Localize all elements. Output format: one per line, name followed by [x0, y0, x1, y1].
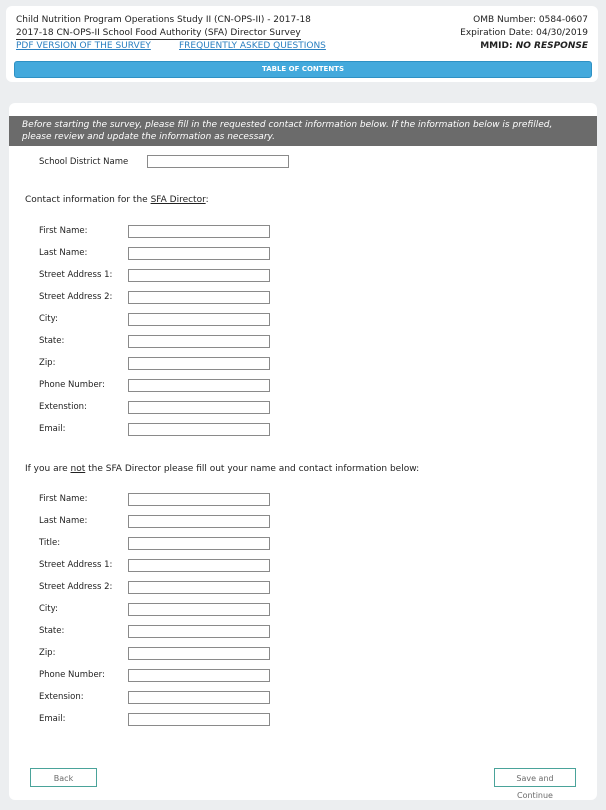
other-heading-prefix: If you are	[25, 464, 71, 474]
director-section-heading	[25, 195, 209, 205]
director-field-input[interactable]	[128, 291, 270, 304]
survey-header	[6, 6, 598, 82]
other-field-input[interactable]	[128, 603, 270, 616]
faq-link[interactable]: FREQUENTLY ASKED QUESTIONS	[179, 41, 326, 51]
director-field-input[interactable]	[128, 313, 270, 326]
other-heading-suffix: the SFA Director please fill out your name and contact information below:	[85, 464, 420, 474]
other-field-input[interactable]	[128, 493, 270, 506]
other-field-label: Street Address 2:	[39, 582, 113, 592]
director-field-input[interactable]	[128, 379, 270, 392]
director-field-input[interactable]	[128, 225, 270, 238]
pdf-version-link[interactable]: PDF VERSION OF THE SURVEY	[16, 41, 151, 51]
other-field-label: City:	[39, 604, 58, 614]
other-field-input[interactable]	[128, 537, 270, 550]
director-field-label: Phone Number:	[39, 380, 105, 390]
contact-form-panel	[9, 103, 597, 800]
not-emphasis: not	[70, 464, 86, 474]
other-field-label: State:	[39, 626, 65, 636]
director-field-label: Extenstion:	[39, 402, 87, 412]
director-heading-prefix: Contact information for the	[25, 195, 151, 205]
director-field-label: First Name:	[39, 226, 88, 236]
other-field-input[interactable]	[128, 559, 270, 572]
other-field-label: Street Address 1:	[39, 560, 113, 570]
other-field-label: Title:	[39, 538, 61, 548]
director-heading-suffix: :	[205, 195, 209, 205]
other-field-label: Last Name:	[39, 516, 88, 526]
mmid-label: MMID:	[480, 41, 513, 51]
director-field-input[interactable]	[128, 335, 270, 348]
other-field-input[interactable]	[128, 515, 270, 528]
back-button[interactable]: Back	[30, 768, 97, 787]
director-field-label: State:	[39, 336, 65, 346]
other-field-input[interactable]	[128, 691, 270, 704]
sfa-director-link[interactable]: SFA Director	[150, 195, 206, 205]
other-field-input[interactable]	[128, 713, 270, 726]
instructions-banner	[9, 116, 597, 146]
director-field-label: Last Name:	[39, 248, 88, 258]
district-name-input[interactable]	[147, 155, 289, 168]
director-field-input[interactable]	[128, 423, 270, 436]
other-field-label: Phone Number:	[39, 670, 105, 680]
survey-title: 2017-18 CN-OPS-II School Food Authority (SFA) Director Survey	[16, 28, 301, 38]
director-field-label: Email:	[39, 424, 66, 434]
director-field-input[interactable]	[128, 357, 270, 370]
study-title: Child Nutrition Program Operations Study II (CN-OPS-II) - 2017-18	[16, 15, 311, 25]
omb-number: OMB Number: 0584-0607	[473, 15, 588, 25]
mmid-line	[480, 41, 588, 51]
mmid-value: NO RESPONSE	[515, 41, 588, 51]
director-field-label: City:	[39, 314, 58, 324]
table-of-contents-button[interactable]: TABLE OF CONTENTS	[14, 61, 592, 78]
other-field-label: Email:	[39, 714, 66, 724]
instructions-line-1: Before starting the survey, please fill in the requested contact information below. If the information below is prefilled,	[22, 120, 553, 130]
save-and-continue-button[interactable]: Save and Continue	[494, 768, 576, 787]
other-field-input[interactable]	[128, 669, 270, 682]
instructions-line-2: please review and update the information as necessary.	[22, 132, 276, 142]
other-field-label: Zip:	[39, 648, 56, 658]
director-field-label: Street Address 1:	[39, 270, 113, 280]
director-field-input[interactable]	[128, 269, 270, 282]
other-section-heading	[25, 464, 419, 474]
director-field-input[interactable]	[128, 401, 270, 414]
expiration-date: Expiration Date: 04/30/2019	[460, 28, 588, 38]
other-field-input[interactable]	[128, 625, 270, 638]
other-field-input[interactable]	[128, 581, 270, 594]
district-name-label: School District Name	[39, 157, 129, 167]
other-field-input[interactable]	[128, 647, 270, 660]
other-field-label: First Name:	[39, 494, 88, 504]
other-field-label: Extension:	[39, 692, 84, 702]
director-field-input[interactable]	[128, 247, 270, 260]
director-field-label: Zip:	[39, 358, 56, 368]
director-field-label: Street Address 2:	[39, 292, 113, 302]
